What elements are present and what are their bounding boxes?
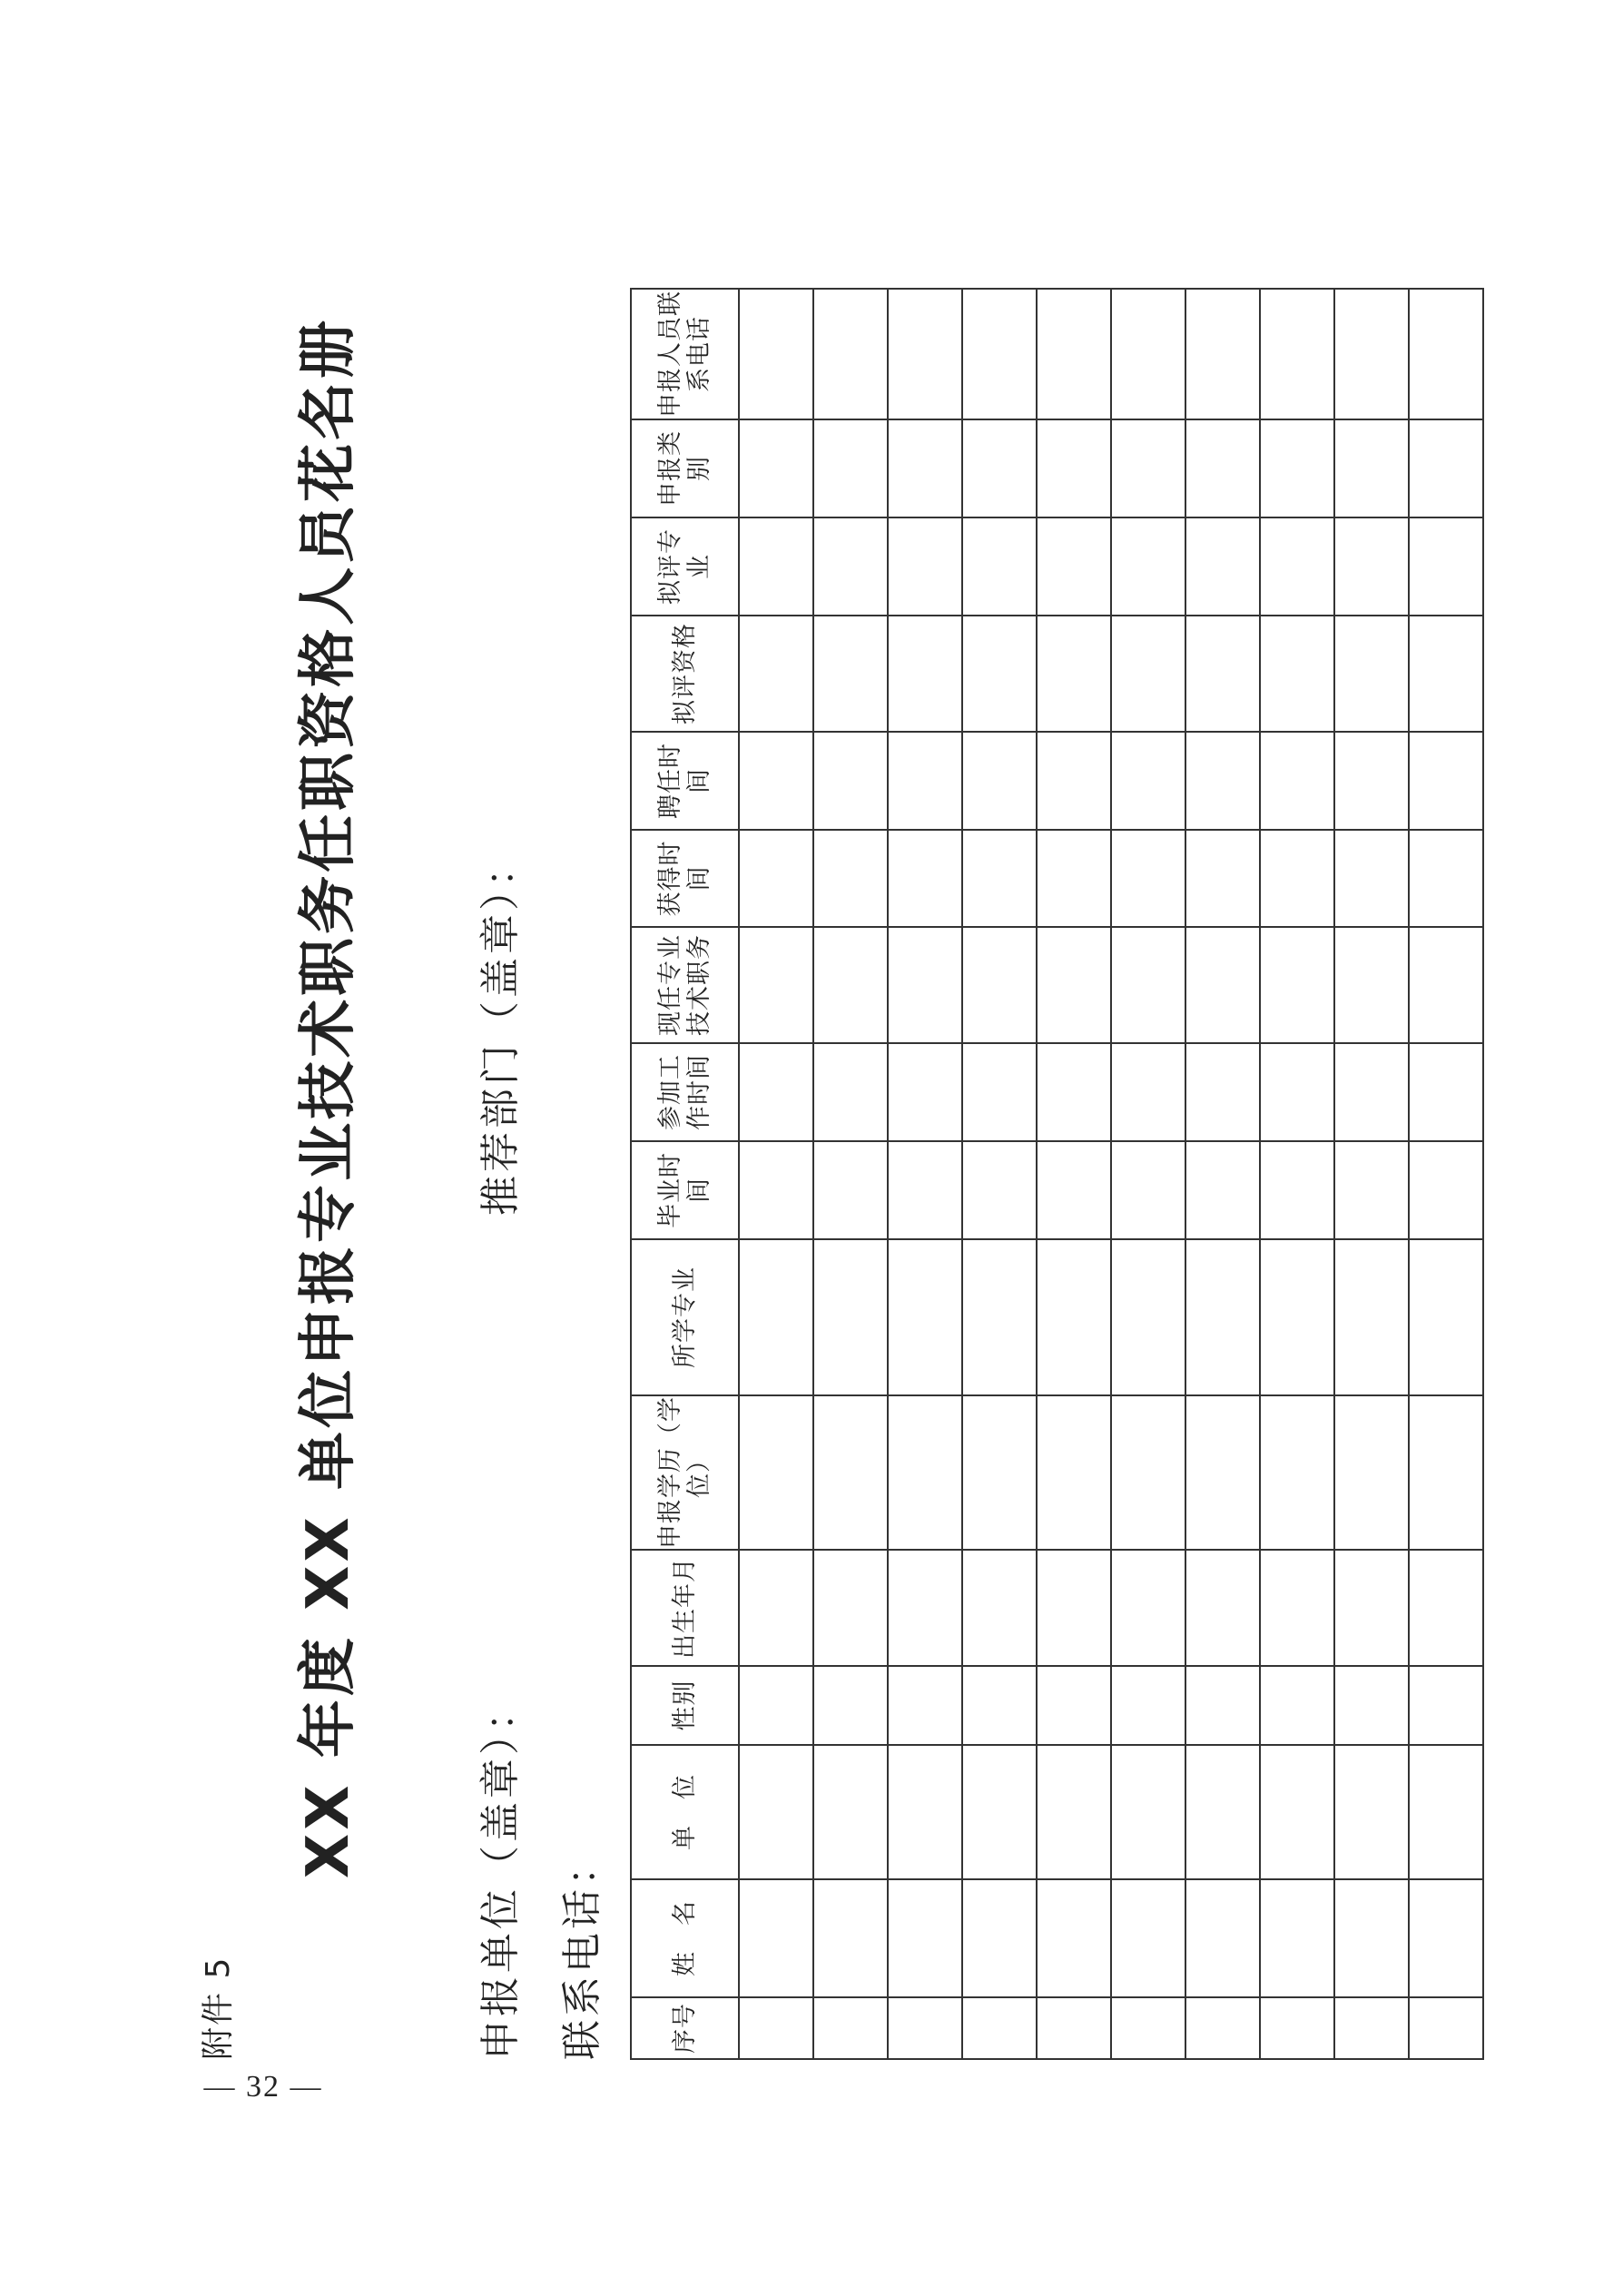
table-row	[888, 289, 962, 2059]
table-cell	[1185, 732, 1260, 830]
table-cell	[962, 1239, 1037, 1395]
table-cell	[1111, 1550, 1185, 1666]
table-cell	[813, 1550, 888, 1666]
table-cell	[1037, 289, 1111, 419]
col-header-unit: 单 位	[631, 1745, 739, 1879]
table-cell	[1111, 1745, 1185, 1879]
table-cell	[962, 1666, 1037, 1745]
table-cell	[739, 517, 813, 616]
table-cell	[1260, 517, 1334, 616]
col-header-category: 申报类别	[631, 419, 739, 517]
recommending-dept-field: 推荐部门（盖章）：	[477, 843, 524, 1216]
table-cell	[739, 1666, 813, 1745]
table-cell	[1334, 1043, 1409, 1141]
table-cell	[1111, 419, 1185, 517]
table-cell	[1334, 1879, 1409, 1997]
page-title: XX 年度 XX 单位申报专业技术职务任职资格人员花名册	[295, 316, 362, 1879]
col-header-education: 申报学历（学位）	[631, 1395, 739, 1550]
table-cell	[962, 419, 1037, 517]
col-header-birth: 出生年月	[631, 1550, 739, 1666]
table-cell	[1111, 1395, 1185, 1550]
table-cell	[813, 1879, 888, 1997]
roster-body	[739, 289, 1483, 2059]
table-cell	[739, 732, 813, 830]
table-cell	[888, 1997, 962, 2059]
table-cell	[1185, 1043, 1260, 1141]
table-cell	[813, 419, 888, 517]
table-cell	[1334, 1666, 1409, 1745]
table-cell	[1185, 517, 1260, 616]
table-cell	[1334, 1997, 1409, 2059]
table-cell	[888, 1745, 962, 1879]
table-cell	[1185, 1550, 1260, 1666]
table-cell	[813, 616, 888, 732]
table-cell	[888, 1666, 962, 1745]
table-cell	[1409, 1666, 1483, 1745]
table-row	[1260, 289, 1334, 2059]
col-header-appointed-date: 聘任时间	[631, 732, 739, 830]
table-row	[962, 289, 1037, 2059]
table-cell	[1111, 1239, 1185, 1395]
table-cell	[888, 1550, 962, 1666]
table-cell	[813, 1666, 888, 1745]
table-cell	[1260, 419, 1334, 517]
table-cell	[1260, 1550, 1334, 1666]
table-cell	[1334, 289, 1409, 419]
table-cell	[739, 1395, 813, 1550]
table-cell	[1260, 289, 1334, 419]
table-cell	[1334, 1550, 1409, 1666]
table-cell	[1037, 830, 1111, 927]
table-cell	[739, 616, 813, 732]
table-row	[1334, 289, 1409, 2059]
table-cell	[1037, 1666, 1111, 1745]
table-cell	[813, 830, 888, 927]
col-header-phone: 申报人员联系电话	[631, 289, 739, 419]
table-cell	[1334, 830, 1409, 927]
header-row	[631, 289, 739, 2059]
table-cell	[813, 289, 888, 419]
table-cell	[1409, 419, 1483, 517]
table-cell	[1185, 616, 1260, 732]
table-cell	[1334, 517, 1409, 616]
table-cell	[888, 1141, 962, 1239]
table-cell	[739, 289, 813, 419]
table-cell	[962, 1879, 1037, 1997]
table-row	[1185, 289, 1260, 2059]
table-cell	[1037, 927, 1111, 1043]
table-cell	[1260, 732, 1334, 830]
table-cell	[1185, 1745, 1260, 1879]
table-cell	[1037, 1395, 1111, 1550]
table-cell	[1334, 1395, 1409, 1550]
attachment-label: 附件 5	[200, 1956, 237, 2060]
table-cell	[1037, 1997, 1111, 2059]
table-cell	[1111, 1043, 1185, 1141]
table-cell	[962, 1745, 1037, 1879]
table-row	[813, 289, 888, 2059]
table-cell	[1260, 927, 1334, 1043]
table-cell	[1334, 1141, 1409, 1239]
table-cell	[888, 1239, 962, 1395]
table-cell	[813, 1395, 888, 1550]
table-cell	[888, 1395, 962, 1550]
table-cell	[739, 1550, 813, 1666]
table-cell	[739, 1239, 813, 1395]
table-cell	[962, 732, 1037, 830]
table-cell	[1037, 1745, 1111, 1879]
table-cell	[888, 1879, 962, 1997]
table-cell	[739, 419, 813, 517]
table-cell	[1334, 616, 1409, 732]
table-cell	[888, 517, 962, 616]
table-cell	[888, 419, 962, 517]
table-cell	[1334, 1745, 1409, 1879]
table-cell	[1037, 1043, 1111, 1141]
table-cell	[1409, 616, 1483, 732]
table-cell	[1260, 1395, 1334, 1550]
table-cell	[1037, 1239, 1111, 1395]
col-header-work-start: 参加工作时间	[631, 1043, 739, 1141]
page-number: — 32 —	[203, 2070, 323, 2104]
reporting-unit-field: 申报单位（盖章）：	[477, 1688, 524, 2060]
table-cell	[1185, 830, 1260, 927]
table-cell	[1409, 517, 1483, 616]
table-cell	[962, 1395, 1037, 1550]
table-cell	[888, 732, 962, 830]
table-cell	[1260, 1666, 1334, 1745]
table-cell	[1111, 1879, 1185, 1997]
table-cell	[1037, 419, 1111, 517]
table-cell	[739, 830, 813, 927]
table-cell	[1409, 927, 1483, 1043]
col-header-obtained-date: 获得时间	[631, 830, 739, 927]
table-cell	[739, 1141, 813, 1239]
table-cell	[1409, 1550, 1483, 1666]
table-cell	[1409, 289, 1483, 419]
table-cell	[1111, 732, 1185, 830]
table-cell	[1037, 732, 1111, 830]
table-cell	[1409, 1141, 1483, 1239]
table-cell	[1409, 1745, 1483, 1879]
table-cell	[813, 1141, 888, 1239]
landscape-content	[182, 81, 1416, 2114]
table-cell	[1185, 1879, 1260, 1997]
col-header-graduation: 毕业时间	[631, 1141, 739, 1239]
table-row	[1111, 289, 1185, 2059]
table-cell	[888, 616, 962, 732]
table-row	[1409, 289, 1483, 2059]
table-cell	[888, 1043, 962, 1141]
table-cell	[1260, 1997, 1334, 2059]
contact-phone-field: 联系电话：	[559, 1842, 605, 2060]
table-cell	[1409, 1879, 1483, 1997]
table-cell	[1409, 1043, 1483, 1141]
table-cell	[739, 1879, 813, 1997]
col-header-target-major: 拟评专业	[631, 517, 739, 616]
table-row	[739, 289, 813, 2059]
table-cell	[1409, 1997, 1483, 2059]
col-header-current-title: 现任专业技术职务	[631, 927, 739, 1043]
table-cell	[1409, 1239, 1483, 1395]
table-cell	[1409, 1395, 1483, 1550]
table-cell	[813, 1043, 888, 1141]
table-cell	[1185, 1239, 1260, 1395]
table-cell	[813, 1239, 888, 1395]
table-cell	[1409, 830, 1483, 927]
table-cell	[1260, 1239, 1334, 1395]
table-cell	[962, 1550, 1037, 1666]
table-cell	[1111, 289, 1185, 419]
table-cell	[813, 517, 888, 616]
table-cell	[1334, 732, 1409, 830]
table-cell	[962, 1043, 1037, 1141]
table-cell	[1111, 517, 1185, 616]
table-cell	[1185, 1666, 1260, 1745]
table-cell	[1409, 732, 1483, 830]
table-cell	[1260, 1879, 1334, 1997]
col-header-major: 所学专业	[631, 1239, 739, 1395]
table-cell	[813, 1997, 888, 2059]
table-cell	[888, 927, 962, 1043]
table-cell	[962, 927, 1037, 1043]
table-cell	[962, 1997, 1037, 2059]
table-cell	[1334, 1239, 1409, 1395]
table-cell	[1037, 517, 1111, 616]
table-cell	[962, 517, 1037, 616]
table-cell	[1185, 1141, 1260, 1239]
table-cell	[1111, 616, 1185, 732]
table-cell	[1334, 419, 1409, 517]
table-cell	[1037, 1879, 1111, 1997]
table-cell	[739, 1043, 813, 1141]
roster-table	[630, 288, 1484, 2060]
table-cell	[1037, 1550, 1111, 1666]
table-cell	[813, 732, 888, 830]
table-cell	[1185, 419, 1260, 517]
table-cell	[1185, 1395, 1260, 1550]
col-header-gender: 性别	[631, 1666, 739, 1745]
table-cell	[1334, 927, 1409, 1043]
table-cell	[962, 830, 1037, 927]
table-cell	[1260, 1043, 1334, 1141]
table-cell	[739, 1997, 813, 2059]
table-cell	[1111, 927, 1185, 1043]
table-cell	[1260, 616, 1334, 732]
table-cell	[962, 289, 1037, 419]
table-cell	[888, 289, 962, 419]
table-cell	[1185, 927, 1260, 1043]
table-cell	[739, 1745, 813, 1879]
table-cell	[962, 616, 1037, 732]
table-cell	[962, 1141, 1037, 1239]
col-header-name: 姓 名	[631, 1879, 739, 1997]
table-cell	[1111, 1666, 1185, 1745]
table-cell	[1260, 1745, 1334, 1879]
table-cell	[1111, 1141, 1185, 1239]
table-cell	[1260, 830, 1334, 927]
table-cell	[888, 830, 962, 927]
table-cell	[813, 927, 888, 1043]
table-cell	[1037, 616, 1111, 732]
table-cell	[1111, 830, 1185, 927]
table-cell	[1111, 1997, 1185, 2059]
table-cell	[813, 1745, 888, 1879]
table-row	[1037, 289, 1111, 2059]
table-cell	[1185, 289, 1260, 419]
col-header-target-qualification: 拟评资格	[631, 616, 739, 732]
table-cell	[1037, 1141, 1111, 1239]
table-cell	[1260, 1141, 1334, 1239]
table-cell	[1185, 1997, 1260, 2059]
col-header-index: 序号	[631, 1997, 739, 2059]
table-cell	[739, 927, 813, 1043]
